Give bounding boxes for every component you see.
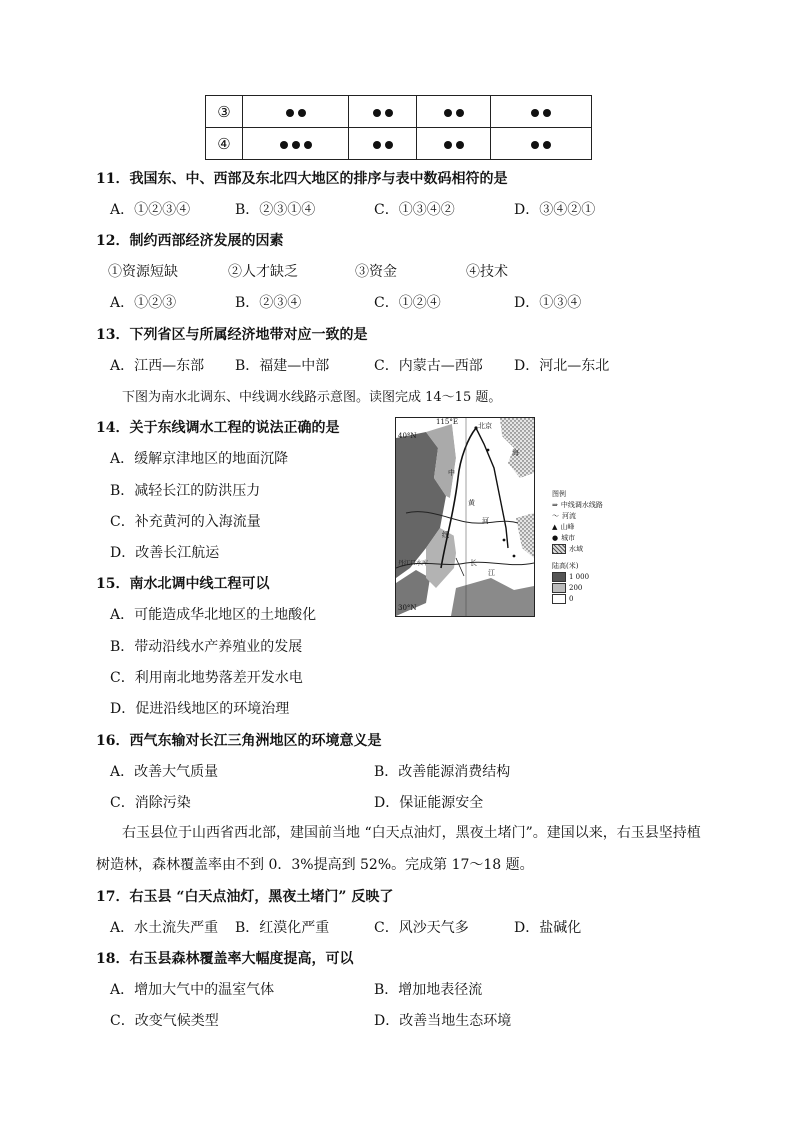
q18-option-c[interactable]: C．改变气候类型 bbox=[110, 1013, 219, 1029]
q15-option-c[interactable]: C．利用南北地势落差开发水电 bbox=[110, 670, 303, 686]
legend-water: 水域 bbox=[569, 544, 583, 553]
dot-cell bbox=[243, 96, 349, 128]
row-number: ③ bbox=[206, 96, 243, 128]
elev-high-swatch bbox=[552, 572, 566, 582]
q17-option-d[interactable]: D．盐碱化 bbox=[514, 920, 582, 936]
dots-table bbox=[205, 95, 592, 160]
south-north-water-map bbox=[395, 417, 535, 617]
dot-cell bbox=[349, 96, 417, 128]
dot-icon bbox=[304, 141, 312, 149]
map-lat-top: 40°N bbox=[398, 432, 417, 440]
dot-cell bbox=[243, 128, 349, 160]
q18-option-a[interactable]: A．增加大气中的温室气体 bbox=[110, 982, 275, 998]
legend-peak: 山峰 bbox=[560, 522, 575, 531]
table-row bbox=[206, 128, 592, 160]
map-label-danjiangkou: 丹江口水库 bbox=[398, 560, 429, 567]
q11-option-b[interactable]: B．②③①④ bbox=[235, 202, 316, 218]
dot-icon bbox=[543, 109, 551, 117]
q12-option-a[interactable]: A．①②③ bbox=[110, 295, 177, 311]
river-icon: ～ bbox=[552, 511, 559, 520]
q14-option-a[interactable]: A．缓解京津地区的地面沉降 bbox=[110, 451, 289, 467]
map-legend bbox=[552, 488, 603, 604]
dot-icon bbox=[444, 141, 452, 149]
q14-stem: 14．关于东线调水工程的说法正确的是 bbox=[96, 420, 340, 436]
q12-item-4: ④技术 bbox=[466, 264, 508, 280]
q16-stem: 16．西气东输对长江三角洲地区的环境意义是 bbox=[96, 733, 382, 749]
q18-option-d[interactable]: D．改善当地生态环境 bbox=[374, 1013, 512, 1029]
q16-option-b[interactable]: B．改善能源消费结构 bbox=[374, 764, 511, 780]
q12-stem: 12．制约西部经济发展的因素 bbox=[96, 233, 284, 249]
q12-option-c[interactable]: C．①②④ bbox=[374, 295, 441, 311]
q18-stem: 18．右玉县森林覆盖率大幅度提高，可以 bbox=[96, 951, 354, 967]
legend-river: 河流 bbox=[562, 511, 576, 520]
q16-option-a[interactable]: A．改善大气质量 bbox=[110, 764, 219, 780]
legend-e1: 1 000 bbox=[569, 572, 590, 581]
map-label-zhong: 中 bbox=[448, 469, 455, 477]
q11-option-a[interactable]: A．①②③④ bbox=[110, 202, 191, 218]
q16-option-c[interactable]: C．消除污染 bbox=[110, 795, 191, 811]
map-label-hai: 海 bbox=[512, 449, 519, 457]
map-label-xian: 线 bbox=[442, 531, 449, 539]
q13-option-c[interactable]: C．内蒙古—西部 bbox=[374, 358, 483, 374]
map-label-huang: 黄 bbox=[468, 499, 475, 507]
city-icon: ● bbox=[552, 533, 559, 542]
q14-option-c[interactable]: C．补充黄河的入海流量 bbox=[110, 514, 261, 530]
q15-option-d[interactable]: D．促进沿线地区的环境治理 bbox=[110, 701, 290, 717]
legend-e2: 200 bbox=[569, 583, 583, 592]
legend-city: 城市 bbox=[561, 533, 576, 542]
dot-icon bbox=[456, 141, 464, 149]
dot-icon bbox=[373, 109, 381, 117]
peak-icon: ▲ bbox=[552, 522, 558, 531]
row-number: ④ bbox=[206, 128, 243, 160]
dot-icon bbox=[531, 141, 539, 149]
dot-icon bbox=[531, 109, 539, 117]
dot-cell bbox=[417, 128, 491, 160]
passage-17-18-line2: 树造林，森林覆盖率由不到 0．3%提高到 52%。完成第 17～18 题。 bbox=[96, 857, 534, 873]
route-arrow-icon: ⇒ bbox=[552, 500, 558, 509]
dot-icon bbox=[385, 109, 393, 117]
q17-option-a[interactable]: A．水土流失严重 bbox=[110, 920, 219, 936]
q13-option-d[interactable]: D．河北—东北 bbox=[514, 358, 610, 374]
dot-icon bbox=[543, 141, 551, 149]
dot-icon bbox=[444, 109, 452, 117]
legend-title: 图例 bbox=[552, 489, 566, 498]
dot-icon bbox=[286, 109, 294, 117]
dot-cell bbox=[349, 128, 417, 160]
q16-option-d[interactable]: D．保证能源安全 bbox=[374, 795, 484, 811]
q12-item-1: ①资源短缺 bbox=[108, 264, 178, 280]
q17-stem: 17．右玉县 “白天点油灯，黑夜土堵门” 反映了 bbox=[96, 889, 394, 905]
elev-mid-swatch bbox=[552, 583, 566, 593]
q12-item-2: ②人才缺乏 bbox=[228, 264, 298, 280]
map-label-jiang: 江 bbox=[488, 569, 495, 577]
legend-e3: 0 bbox=[569, 594, 574, 603]
dot-cell bbox=[491, 96, 592, 128]
q11-option-c[interactable]: C．①③④② bbox=[374, 202, 455, 218]
q15-option-b[interactable]: B．带动沿线水产养殖业的发展 bbox=[110, 639, 303, 655]
q11-option-d[interactable]: D．③④②① bbox=[514, 202, 596, 218]
map-lat-bottom: 30°N bbox=[398, 604, 417, 612]
dot-icon bbox=[373, 141, 381, 149]
dot-cell bbox=[491, 128, 592, 160]
dot-icon bbox=[292, 141, 300, 149]
q13-stem: 13．下列省区与所属经济地带对应一致的是 bbox=[96, 327, 368, 343]
q14-option-b[interactable]: B．减轻长江的防洪压力 bbox=[110, 483, 261, 499]
q11-stem: 11．我国东、中、西部及东北四大地区的排序与表中数码相符的是 bbox=[96, 171, 508, 187]
dot-icon bbox=[385, 141, 393, 149]
table-row bbox=[206, 96, 592, 128]
dot-icon bbox=[298, 109, 306, 117]
q15-stem: 15．南水北调中线工程可以 bbox=[96, 576, 270, 592]
water-swatch-icon bbox=[552, 544, 566, 554]
q13-option-b[interactable]: B．福建—中部 bbox=[235, 358, 330, 374]
q14-option-d[interactable]: D．改善长江航运 bbox=[110, 545, 220, 561]
intro-14-15: 下图为南水北调东、中线调水线路示意图。读图完成 14～15 题。 bbox=[122, 390, 502, 405]
map-label-he: 河 bbox=[482, 517, 489, 525]
q17-option-b[interactable]: B．红漠化严重 bbox=[235, 920, 330, 936]
q18-option-b[interactable]: B．增加地表径流 bbox=[374, 982, 483, 998]
passage-17-18-line1: 右玉县位于山西省西北部，建国前当地 “白天点油灯，黑夜土堵门”。建国以来，右玉县坚持植 bbox=[122, 825, 701, 841]
q15-option-a[interactable]: A．可能造成华北地区的土地酸化 bbox=[110, 607, 317, 623]
q13-option-a[interactable]: A．江西—东部 bbox=[110, 358, 205, 374]
legend-route: 中线调水线路 bbox=[560, 500, 603, 509]
q12-option-b[interactable]: B．②③④ bbox=[235, 295, 302, 311]
map-lon-label: 115°E bbox=[436, 418, 458, 426]
legend-elev-title: 陆高(米) bbox=[552, 561, 579, 570]
elev-low-swatch bbox=[552, 594, 566, 604]
q12-option-d[interactable]: D．①③④ bbox=[514, 295, 582, 311]
dot-icon bbox=[456, 109, 464, 117]
dot-icon bbox=[280, 141, 288, 149]
q17-option-c[interactable]: C．风沙天气多 bbox=[374, 920, 469, 936]
map-beijing: 北京 bbox=[478, 422, 492, 430]
q12-item-3: ③资金 bbox=[355, 264, 397, 280]
map-label-chang: 长 bbox=[470, 559, 477, 567]
dot-cell bbox=[417, 96, 491, 128]
